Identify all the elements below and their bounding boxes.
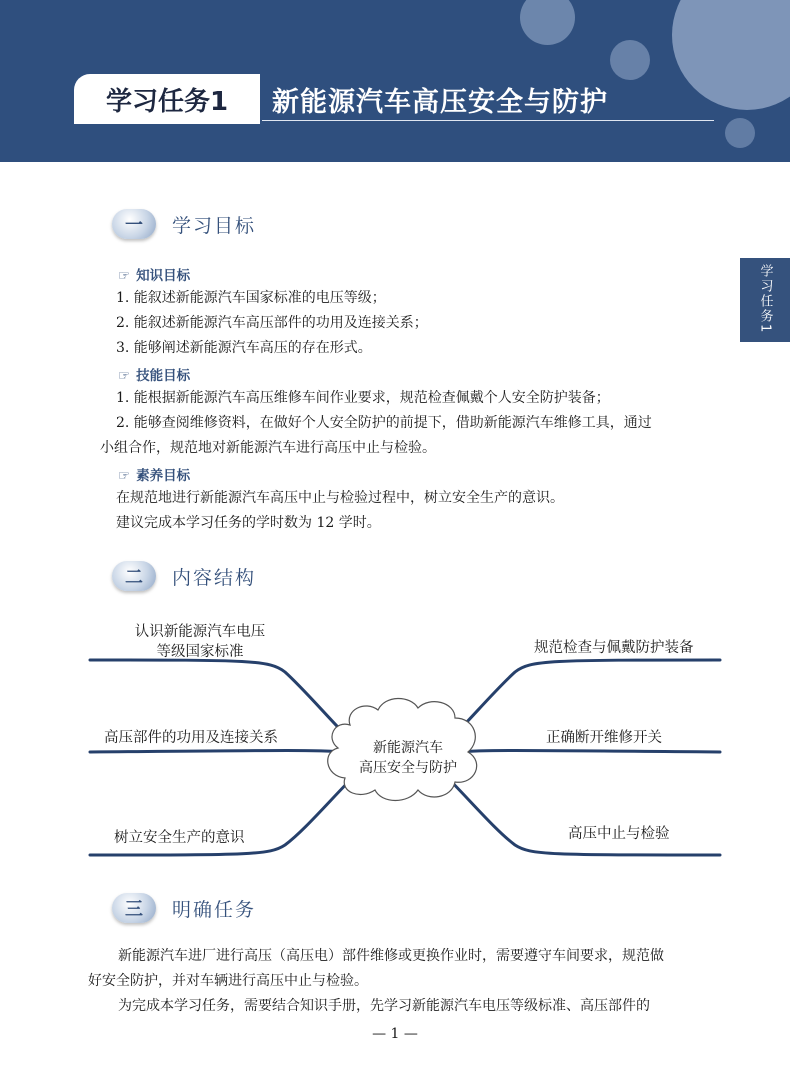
section-number: 一 <box>112 209 156 239</box>
branch-label: 正确断开维修开关 <box>546 730 662 746</box>
pointing-hand-icon: ☞ <box>118 268 131 284</box>
branch-label: 高压部件的功用及连接关系 <box>104 730 278 746</box>
decor-circle <box>725 118 755 148</box>
decor-circle <box>610 40 650 80</box>
task-paragraph-line: 新能源汽车进厂进行高压（高压电）部件维修或更换作业时，需要遵守车间要求，规范做 <box>118 948 664 964</box>
side-tab[interactable] <box>740 258 790 342</box>
section-heading-3 <box>112 888 256 928</box>
pointing-hand-icon: ☞ <box>118 468 131 484</box>
branch-label: 认识新能源汽车电压 <box>134 624 266 640</box>
section-heading-1 <box>112 204 256 244</box>
branch-label: 树立安全生产的意识 <box>114 830 245 846</box>
center-topic-line1: 新能源汽车 <box>373 740 443 756</box>
subheading-knowledge: ☞ 知识目标 <box>118 268 191 284</box>
task-paragraph-line: 为完成本学习任务，需要结合知识手册，先学习新能源汽车电压等级标准、高压部件的 <box>118 998 650 1014</box>
side-tab-label: 学习任务1 <box>757 264 773 335</box>
section-number: 三 <box>112 893 156 923</box>
objective-item: 建议完成本学习任务的学时数为 12 学时。 <box>116 515 381 531</box>
branch-left-mid <box>90 751 345 753</box>
subheading-skill: ☞ 技能目标 <box>118 368 191 384</box>
decor-circle <box>520 0 575 45</box>
section-title: 学习目标 <box>172 214 257 237</box>
objective-item: 在规范地进行新能源汽车高压中止与检验过程中，树立安全生产的意识。 <box>116 490 564 506</box>
branch-label: 等级国家标准 <box>156 644 244 660</box>
section-heading-2 <box>112 556 256 596</box>
branch-label: 规范检查与佩戴防护装备 <box>534 640 694 656</box>
section-number: 二 <box>112 561 156 591</box>
task-paragraph-line: 好安全防护，并对车辆进行高压中止与检验。 <box>88 973 368 989</box>
objective-item: 3. 能够阐述新能源汽车高压的存在形式。 <box>116 340 372 356</box>
task-label: 学习任务1 <box>74 74 260 124</box>
objective-item: 1. 能根据新能源汽车高压维修车间作业要求，规范检查佩戴个人安全防护装备； <box>116 390 610 406</box>
page-number: — 1 — <box>372 1026 418 1042</box>
objective-item: 小组合作，规范地对新能源汽车进行高压中止与检验。 <box>100 440 436 456</box>
objective-item: 2. 能够查阅维修资料，在做好个人安全防护的前提下，借助新能源汽车维修工具，通过 <box>116 415 652 431</box>
decor-circle <box>672 0 790 110</box>
objective-item: 2. 能叙述新能源汽车高压部件的功用及连接关系； <box>116 315 428 331</box>
objective-item: 1. 能叙述新能源汽车国家标准的电压等级； <box>116 290 386 306</box>
title-underline <box>262 120 714 121</box>
section-title: 明确任务 <box>172 898 257 921</box>
page-title: 新能源汽车高压安全与防护 <box>272 87 608 118</box>
section-title: 内容结构 <box>172 566 257 589</box>
pointing-hand-icon: ☞ <box>118 368 131 384</box>
center-topic-line2: 高压安全与防护 <box>359 760 457 776</box>
header-banner <box>0 0 790 162</box>
branch-right-mid <box>460 751 720 753</box>
branch-label: 高压中止与检验 <box>568 826 670 842</box>
subheading-literacy: ☞ 素养目标 <box>118 468 191 484</box>
